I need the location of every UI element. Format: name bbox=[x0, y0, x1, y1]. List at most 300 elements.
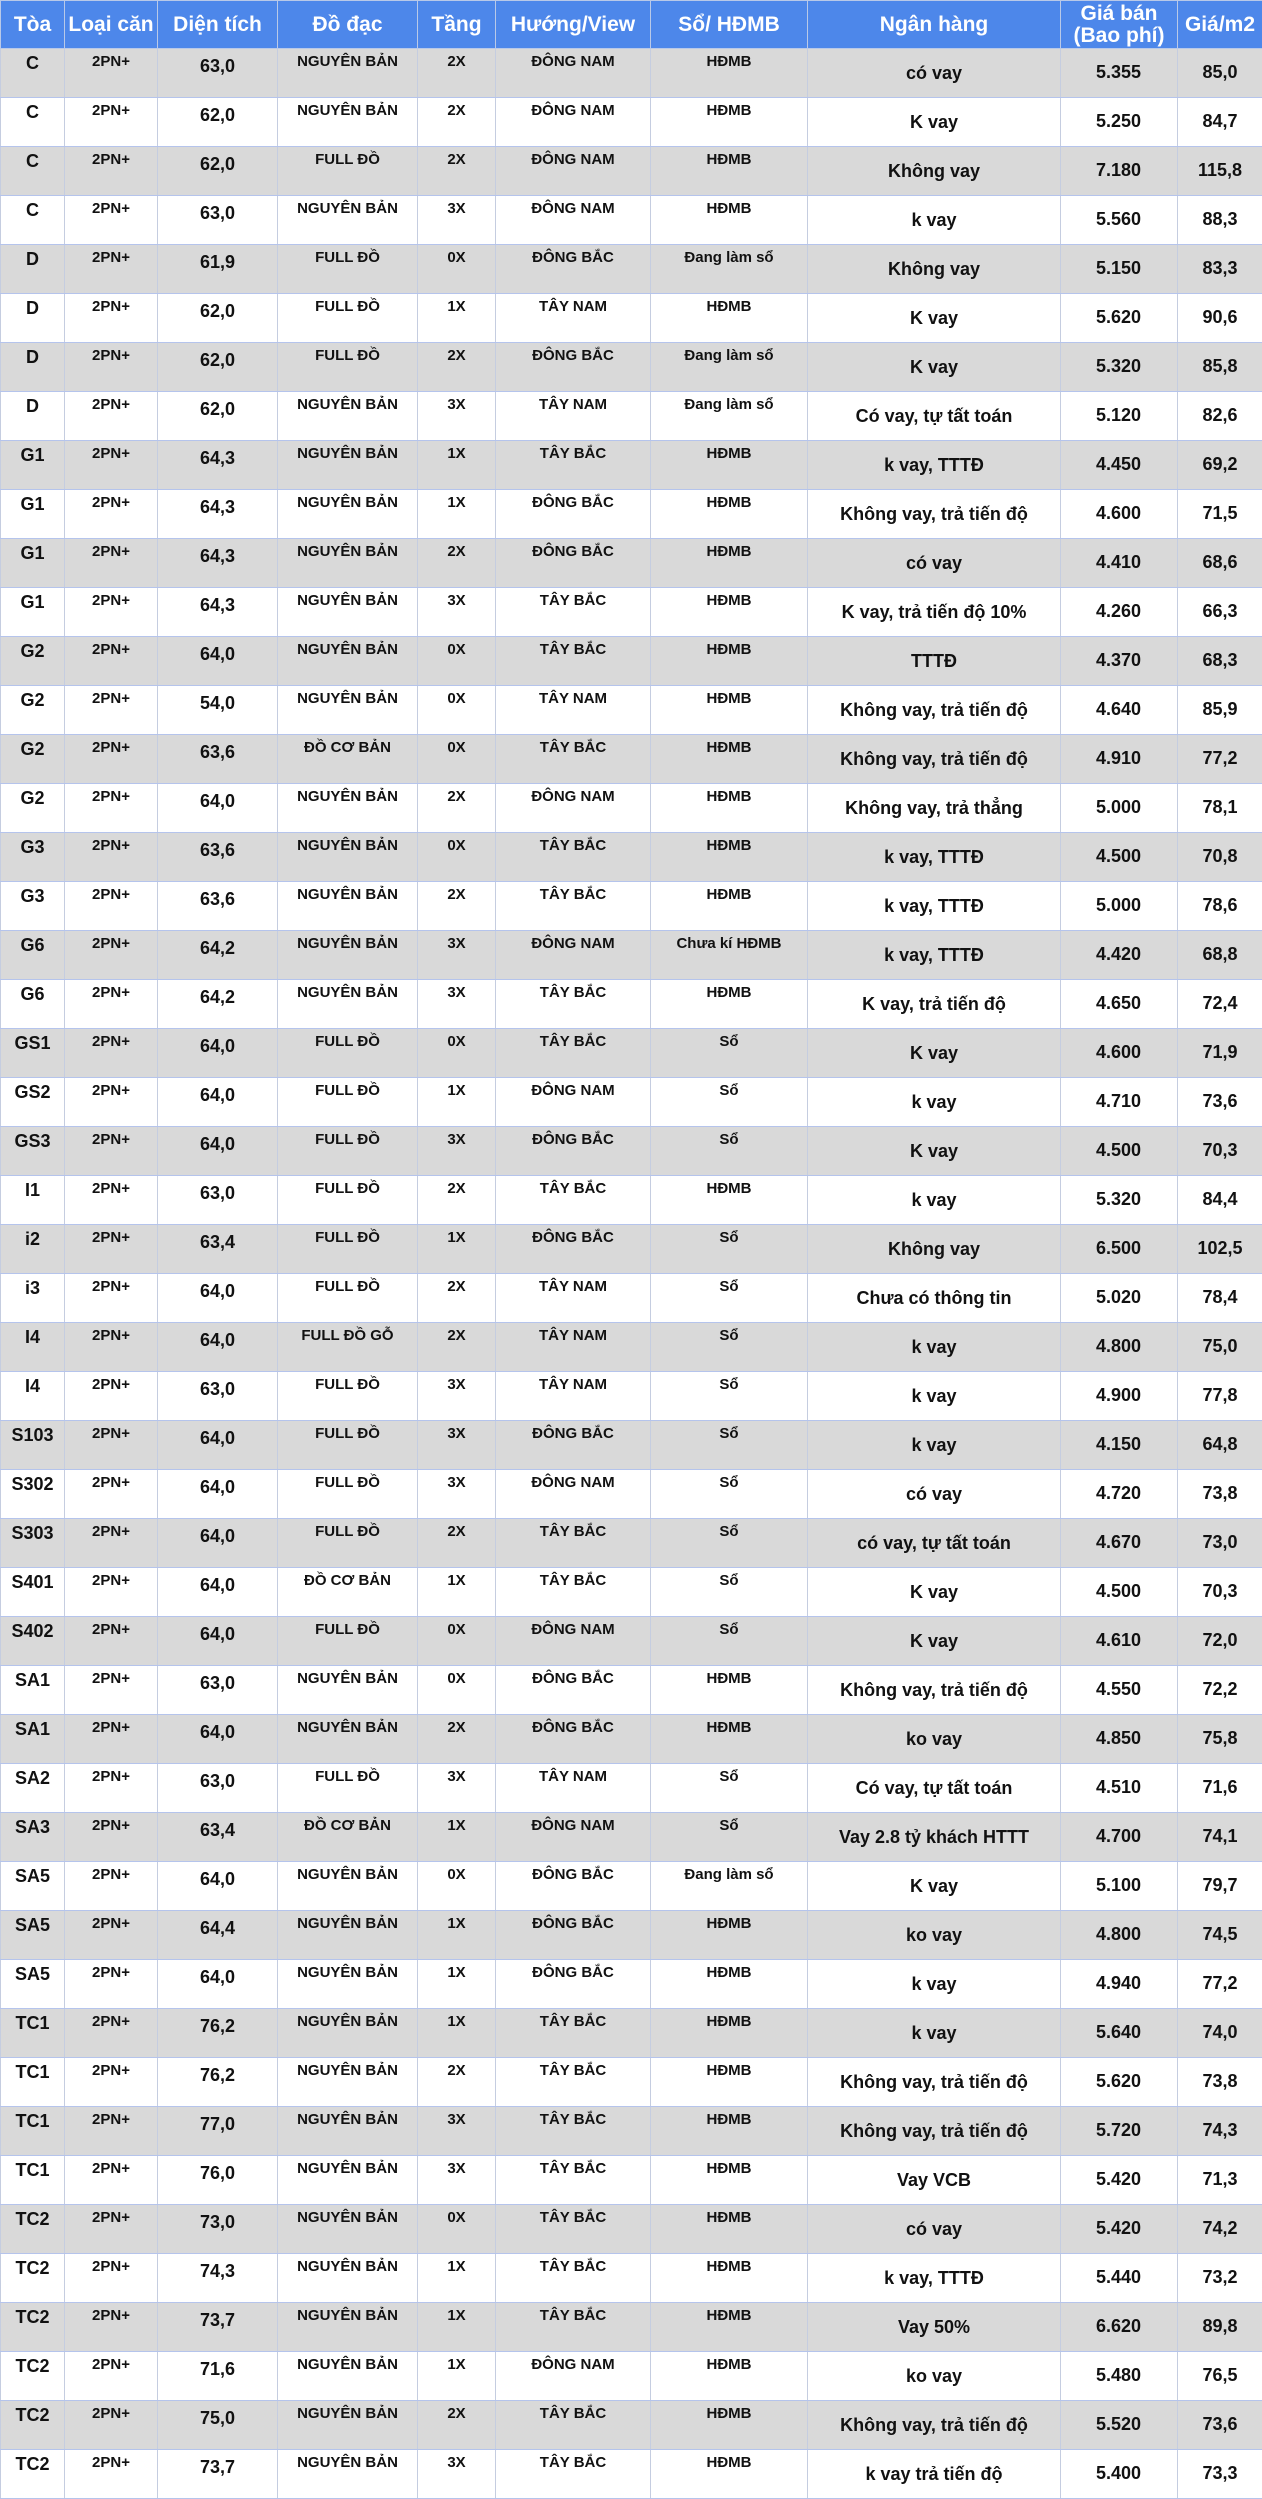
cell-dien-tich: 62,0 bbox=[158, 294, 278, 343]
cell-dien-tich: 64,0 bbox=[158, 1617, 278, 1666]
cell-tang: 0X bbox=[418, 735, 496, 784]
cell-so: HĐMB bbox=[651, 49, 808, 98]
cell-dien-tich: 64,0 bbox=[158, 784, 278, 833]
cell-huong: TÂY BẮC bbox=[496, 2156, 651, 2205]
cell-gia-m2: 102,5 bbox=[1178, 1225, 1262, 1274]
cell-do-dac: NGUYÊN BẢN bbox=[278, 2009, 418, 2058]
cell-loai-can: 2PN+ bbox=[65, 1176, 158, 1225]
cell-ngan-hang: k vay bbox=[808, 2009, 1061, 2058]
cell-loai-can: 2PN+ bbox=[65, 833, 158, 882]
table-row bbox=[1, 1078, 1262, 1127]
cell-so: Sổ bbox=[651, 1519, 808, 1568]
cell-do-dac: NGUYÊN BẢN bbox=[278, 1960, 418, 2009]
cell-dien-tich: 76,0 bbox=[158, 2156, 278, 2205]
cell-loai-can: 2PN+ bbox=[65, 2205, 158, 2254]
cell-toa: G1 bbox=[1, 441, 65, 490]
cell-so: HĐMB bbox=[651, 2107, 808, 2156]
cell-loai-can: 2PN+ bbox=[65, 294, 158, 343]
cell-gia-m2: 82,6 bbox=[1178, 392, 1262, 441]
cell-do-dac: NGUYÊN BẢN bbox=[278, 2205, 418, 2254]
cell-ngan-hang: Vay 50% bbox=[808, 2303, 1061, 2352]
cell-huong: TÂY BẮC bbox=[496, 1519, 651, 1568]
cell-gia-ban: 4.800 bbox=[1061, 1323, 1178, 1372]
cell-huong: TÂY NAM bbox=[496, 686, 651, 735]
cell-tang: 1X bbox=[418, 2254, 496, 2303]
cell-huong: ĐÔNG NAM bbox=[496, 1617, 651, 1666]
cell-gia-m2: 74,2 bbox=[1178, 2205, 1262, 2254]
cell-gia-m2: 77,8 bbox=[1178, 1372, 1262, 1421]
cell-ngan-hang: Không vay bbox=[808, 245, 1061, 294]
table-body bbox=[1, 49, 1262, 2499]
cell-tang: 0X bbox=[418, 1666, 496, 1715]
cell-gia-m2: 73,2 bbox=[1178, 2254, 1262, 2303]
cell-tang: 0X bbox=[418, 1862, 496, 1911]
cell-huong: ĐÔNG NAM bbox=[496, 1813, 651, 1862]
cell-toa: TC2 bbox=[1, 2205, 65, 2254]
cell-gia-ban: 4.600 bbox=[1061, 490, 1178, 539]
cell-ngan-hang: K vay bbox=[808, 294, 1061, 343]
cell-huong: ĐÔNG NAM bbox=[496, 98, 651, 147]
cell-gia-ban: 4.550 bbox=[1061, 1666, 1178, 1715]
cell-gia-ban: 4.940 bbox=[1061, 1960, 1178, 2009]
cell-tang: 1X bbox=[418, 1813, 496, 1862]
cell-tang: 1X bbox=[418, 2352, 496, 2401]
cell-ngan-hang: Không vay, trả tiến độ bbox=[808, 2401, 1061, 2450]
table-row bbox=[1, 931, 1262, 980]
cell-do-dac: FULL ĐỒ bbox=[278, 1274, 418, 1323]
cell-loai-can: 2PN+ bbox=[65, 1764, 158, 1813]
table-row bbox=[1, 1617, 1262, 1666]
table-row bbox=[1, 1029, 1262, 1078]
cell-ngan-hang: k vay trả tiến độ bbox=[808, 2450, 1061, 2499]
cell-gia-ban: 5.560 bbox=[1061, 196, 1178, 245]
cell-ngan-hang: Không vay, trả tiến độ bbox=[808, 2058, 1061, 2107]
cell-so: HĐMB bbox=[651, 2205, 808, 2254]
cell-toa: C bbox=[1, 147, 65, 196]
cell-dien-tich: 63,0 bbox=[158, 196, 278, 245]
table-row bbox=[1, 196, 1262, 245]
table-row bbox=[1, 2254, 1262, 2303]
cell-toa: G3 bbox=[1, 833, 65, 882]
cell-gia-m2: 76,5 bbox=[1178, 2352, 1262, 2401]
cell-huong: TÂY BẮC bbox=[496, 1029, 651, 1078]
cell-do-dac: NGUYÊN BẢN bbox=[278, 196, 418, 245]
cell-ngan-hang: Không vay, trả tiến độ bbox=[808, 490, 1061, 539]
cell-gia-ban: 4.800 bbox=[1061, 1911, 1178, 1960]
cell-tang: 3X bbox=[418, 196, 496, 245]
cell-ngan-hang: Vay 2.8 tỷ khách HTTT bbox=[808, 1813, 1061, 1862]
cell-gia-ban: 5.120 bbox=[1061, 392, 1178, 441]
cell-loai-can: 2PN+ bbox=[65, 1862, 158, 1911]
cell-dien-tich: 61,9 bbox=[158, 245, 278, 294]
cell-dien-tich: 64,0 bbox=[158, 1078, 278, 1127]
cell-tang: 3X bbox=[418, 931, 496, 980]
cell-so: Sổ bbox=[651, 1764, 808, 1813]
cell-do-dac: NGUYÊN BẢN bbox=[278, 98, 418, 147]
cell-loai-can: 2PN+ bbox=[65, 539, 158, 588]
cell-loai-can: 2PN+ bbox=[65, 1813, 158, 1862]
cell-gia-ban: 5.480 bbox=[1061, 2352, 1178, 2401]
cell-loai-can: 2PN+ bbox=[65, 1568, 158, 1617]
cell-dien-tich: 64,2 bbox=[158, 931, 278, 980]
cell-ngan-hang: Không vay, trả tiến độ bbox=[808, 2107, 1061, 2156]
cell-gia-m2: 75,8 bbox=[1178, 1715, 1262, 1764]
cell-do-dac: NGUYÊN BẢN bbox=[278, 980, 418, 1029]
cell-so: Đang làm sổ bbox=[651, 245, 808, 294]
cell-tang: 3X bbox=[418, 392, 496, 441]
cell-so: HĐMB bbox=[651, 833, 808, 882]
cell-so: HĐMB bbox=[651, 686, 808, 735]
cell-loai-can: 2PN+ bbox=[65, 343, 158, 392]
cell-gia-ban: 5.520 bbox=[1061, 2401, 1178, 2450]
cell-gia-ban: 5.420 bbox=[1061, 2205, 1178, 2254]
cell-huong: TÂY BẮC bbox=[496, 1568, 651, 1617]
cell-toa: D bbox=[1, 392, 65, 441]
cell-gia-m2: 84,4 bbox=[1178, 1176, 1262, 1225]
cell-loai-can: 2PN+ bbox=[65, 637, 158, 686]
cell-loai-can: 2PN+ bbox=[65, 490, 158, 539]
table-row bbox=[1, 2450, 1262, 2499]
cell-toa: TC2 bbox=[1, 2352, 65, 2401]
cell-loai-can: 2PN+ bbox=[65, 147, 158, 196]
cell-huong: TÂY BẮC bbox=[496, 2450, 651, 2499]
cell-loai-can: 2PN+ bbox=[65, 2156, 158, 2205]
cell-dien-tich: 64,3 bbox=[158, 588, 278, 637]
gia-ban-line1: Giá bán bbox=[1080, 2, 1157, 25]
cell-gia-m2: 79,7 bbox=[1178, 1862, 1262, 1911]
cell-gia-m2: 69,2 bbox=[1178, 441, 1262, 490]
cell-dien-tich: 63,0 bbox=[158, 1176, 278, 1225]
cell-tang: 0X bbox=[418, 1617, 496, 1666]
cell-huong: TÂY NAM bbox=[496, 1274, 651, 1323]
cell-huong: ĐÔNG BẮC bbox=[496, 1960, 651, 2009]
cell-gia-m2: 73,6 bbox=[1178, 1078, 1262, 1127]
table-row bbox=[1, 2156, 1262, 2205]
cell-huong: ĐÔNG BẮC bbox=[496, 1421, 651, 1470]
cell-tang: 2X bbox=[418, 784, 496, 833]
cell-toa: G1 bbox=[1, 588, 65, 637]
cell-ngan-hang: K vay bbox=[808, 1568, 1061, 1617]
cell-tang: 0X bbox=[418, 245, 496, 294]
cell-toa: S402 bbox=[1, 1617, 65, 1666]
cell-so: Sổ bbox=[651, 1372, 808, 1421]
col-header-dien-tich: Diện tích bbox=[158, 1, 278, 49]
cell-tang: 1X bbox=[418, 441, 496, 490]
cell-gia-ban: 5.320 bbox=[1061, 1176, 1178, 1225]
cell-tang: 2X bbox=[418, 49, 496, 98]
cell-so: HĐMB bbox=[651, 2009, 808, 2058]
cell-loai-can: 2PN+ bbox=[65, 1029, 158, 1078]
cell-ngan-hang: Chưa có thông tin bbox=[808, 1274, 1061, 1323]
cell-do-dac: FULL ĐỒ bbox=[278, 245, 418, 294]
cell-huong: ĐÔNG NAM bbox=[496, 147, 651, 196]
col-header-huong: Hướng/View bbox=[496, 1, 651, 49]
cell-gia-ban: 4.640 bbox=[1061, 686, 1178, 735]
cell-so: HĐMB bbox=[651, 294, 808, 343]
cell-tang: 3X bbox=[418, 980, 496, 1029]
cell-gia-m2: 68,3 bbox=[1178, 637, 1262, 686]
cell-dien-tich: 63,0 bbox=[158, 1372, 278, 1421]
table-row bbox=[1, 784, 1262, 833]
cell-ngan-hang: k vay, TTTĐ bbox=[808, 882, 1061, 931]
cell-ngan-hang: k vay bbox=[808, 1960, 1061, 2009]
cell-dien-tich: 63,6 bbox=[158, 882, 278, 931]
cell-ngan-hang: k vay bbox=[808, 1176, 1061, 1225]
cell-gia-m2: 70,3 bbox=[1178, 1568, 1262, 1617]
cell-do-dac: FULL ĐỒ bbox=[278, 1176, 418, 1225]
cell-gia-ban: 4.700 bbox=[1061, 1813, 1178, 1862]
cell-gia-ban: 5.420 bbox=[1061, 2156, 1178, 2205]
cell-loai-can: 2PN+ bbox=[65, 1960, 158, 2009]
cell-ngan-hang: có vay bbox=[808, 49, 1061, 98]
table-row bbox=[1, 2303, 1262, 2352]
cell-tang: 3X bbox=[418, 1421, 496, 1470]
cell-loai-can: 2PN+ bbox=[65, 2450, 158, 2499]
cell-dien-tich: 64,0 bbox=[158, 1029, 278, 1078]
cell-do-dac: NGUYÊN BẢN bbox=[278, 2058, 418, 2107]
cell-loai-can: 2PN+ bbox=[65, 1127, 158, 1176]
cell-huong: ĐÔNG NAM bbox=[496, 49, 651, 98]
cell-gia-ban: 4.650 bbox=[1061, 980, 1178, 1029]
cell-dien-tich: 64,3 bbox=[158, 441, 278, 490]
cell-toa: TC2 bbox=[1, 2401, 65, 2450]
cell-gia-ban: 6.500 bbox=[1061, 1225, 1178, 1274]
cell-gia-ban: 5.100 bbox=[1061, 1862, 1178, 1911]
cell-toa: S401 bbox=[1, 1568, 65, 1617]
cell-gia-ban: 5.620 bbox=[1061, 294, 1178, 343]
cell-huong: ĐÔNG BẮC bbox=[496, 245, 651, 294]
cell-toa: C bbox=[1, 49, 65, 98]
table-row bbox=[1, 1127, 1262, 1176]
cell-huong: TÂY BẮC bbox=[496, 2009, 651, 2058]
cell-huong: TÂY BẮC bbox=[496, 2303, 651, 2352]
cell-do-dac: FULL ĐỒ bbox=[278, 1372, 418, 1421]
cell-do-dac: NGUYÊN BẢN bbox=[278, 2254, 418, 2303]
cell-do-dac: FULL ĐỒ bbox=[278, 1421, 418, 1470]
cell-huong: ĐÔNG NAM bbox=[496, 784, 651, 833]
cell-dien-tich: 62,0 bbox=[158, 147, 278, 196]
table-row bbox=[1, 1862, 1262, 1911]
cell-loai-can: 2PN+ bbox=[65, 1470, 158, 1519]
cell-do-dac: NGUYÊN BẢN bbox=[278, 2352, 418, 2401]
cell-do-dac: FULL ĐỒ bbox=[278, 147, 418, 196]
cell-dien-tich: 64,0 bbox=[158, 637, 278, 686]
cell-so: HĐMB bbox=[651, 1911, 808, 1960]
cell-loai-can: 2PN+ bbox=[65, 392, 158, 441]
cell-so: HĐMB bbox=[651, 441, 808, 490]
cell-do-dac: NGUYÊN BẢN bbox=[278, 588, 418, 637]
cell-tang: 0X bbox=[418, 833, 496, 882]
cell-so: HĐMB bbox=[651, 1176, 808, 1225]
cell-gia-ban: 4.500 bbox=[1061, 1568, 1178, 1617]
cell-so: Sổ bbox=[651, 1617, 808, 1666]
cell-do-dac: NGUYÊN BẢN bbox=[278, 1666, 418, 1715]
cell-so: HĐMB bbox=[651, 980, 808, 1029]
cell-gia-m2: 83,3 bbox=[1178, 245, 1262, 294]
cell-huong: TÂY BẮC bbox=[496, 2205, 651, 2254]
cell-dien-tich: 71,6 bbox=[158, 2352, 278, 2401]
cell-gia-ban: 4.710 bbox=[1061, 1078, 1178, 1127]
cell-loai-can: 2PN+ bbox=[65, 196, 158, 245]
cell-huong: TÂY NAM bbox=[496, 1764, 651, 1813]
cell-gia-m2: 78,1 bbox=[1178, 784, 1262, 833]
cell-tang: 1X bbox=[418, 294, 496, 343]
cell-toa: SA5 bbox=[1, 1911, 65, 1960]
cell-gia-ban: 4.410 bbox=[1061, 539, 1178, 588]
cell-tang: 3X bbox=[418, 1127, 496, 1176]
table-row bbox=[1, 392, 1262, 441]
cell-so: HĐMB bbox=[651, 2156, 808, 2205]
cell-dien-tich: 64,0 bbox=[158, 1323, 278, 1372]
cell-do-dac: NGUYÊN BẢN bbox=[278, 539, 418, 588]
cell-gia-m2: 88,3 bbox=[1178, 196, 1262, 245]
cell-so: HĐMB bbox=[651, 2058, 808, 2107]
cell-huong: ĐÔNG BẮC bbox=[496, 343, 651, 392]
cell-gia-m2: 85,0 bbox=[1178, 49, 1262, 98]
cell-dien-tich: 64,3 bbox=[158, 539, 278, 588]
cell-so: HĐMB bbox=[651, 2303, 808, 2352]
cell-dien-tich: 77,0 bbox=[158, 2107, 278, 2156]
cell-tang: 2X bbox=[418, 882, 496, 931]
cell-huong: TÂY BẮC bbox=[496, 2058, 651, 2107]
cell-tang: 1X bbox=[418, 1911, 496, 1960]
cell-gia-ban: 5.000 bbox=[1061, 882, 1178, 931]
cell-loai-can: 2PN+ bbox=[65, 1274, 158, 1323]
cell-gia-ban: 5.000 bbox=[1061, 784, 1178, 833]
cell-gia-m2: 74,0 bbox=[1178, 2009, 1262, 2058]
cell-ngan-hang: K vay bbox=[808, 343, 1061, 392]
cell-loai-can: 2PN+ bbox=[65, 49, 158, 98]
cell-loai-can: 2PN+ bbox=[65, 1323, 158, 1372]
cell-huong: ĐÔNG BẮC bbox=[496, 1911, 651, 1960]
cell-gia-m2: 77,2 bbox=[1178, 735, 1262, 784]
cell-so: HĐMB bbox=[651, 196, 808, 245]
cell-so: HĐMB bbox=[651, 784, 808, 833]
table-row bbox=[1, 882, 1262, 931]
cell-so: HĐMB bbox=[651, 98, 808, 147]
cell-so: HĐMB bbox=[651, 882, 808, 931]
cell-ngan-hang: K vay bbox=[808, 1127, 1061, 1176]
cell-do-dac: ĐỒ CƠ BẢN bbox=[278, 1813, 418, 1862]
cell-tang: 2X bbox=[418, 1715, 496, 1764]
cell-huong: TÂY NAM bbox=[496, 294, 651, 343]
cell-tang: 2X bbox=[418, 1323, 496, 1372]
cell-dien-tich: 73,7 bbox=[158, 2450, 278, 2499]
cell-tang: 3X bbox=[418, 2450, 496, 2499]
cell-gia-ban: 5.150 bbox=[1061, 245, 1178, 294]
cell-tang: 3X bbox=[418, 1372, 496, 1421]
table-row bbox=[1, 1372, 1262, 1421]
cell-gia-m2: 84,7 bbox=[1178, 98, 1262, 147]
cell-do-dac: NGUYÊN BẢN bbox=[278, 392, 418, 441]
table-row bbox=[1, 49, 1262, 98]
cell-huong: ĐÔNG BẮC bbox=[496, 1225, 651, 1274]
cell-gia-m2: 77,2 bbox=[1178, 1960, 1262, 2009]
cell-huong: ĐÔNG NAM bbox=[496, 196, 651, 245]
cell-gia-m2: 90,6 bbox=[1178, 294, 1262, 343]
cell-ngan-hang: ko vay bbox=[808, 1715, 1061, 1764]
cell-loai-can: 2PN+ bbox=[65, 1421, 158, 1470]
cell-gia-m2: 70,3 bbox=[1178, 1127, 1262, 1176]
cell-huong: TÂY BẮC bbox=[496, 882, 651, 931]
cell-toa: GS3 bbox=[1, 1127, 65, 1176]
cell-gia-m2: 66,3 bbox=[1178, 588, 1262, 637]
cell-toa: TC2 bbox=[1, 2254, 65, 2303]
cell-do-dac: NGUYÊN BẢN bbox=[278, 1911, 418, 1960]
cell-ngan-hang: Có vay, tự tất toán bbox=[808, 392, 1061, 441]
cell-gia-ban: 5.640 bbox=[1061, 2009, 1178, 2058]
cell-tang: 3X bbox=[418, 588, 496, 637]
cell-toa: G6 bbox=[1, 931, 65, 980]
cell-ngan-hang: k vay bbox=[808, 1078, 1061, 1127]
cell-loai-can: 2PN+ bbox=[65, 882, 158, 931]
cell-do-dac: NGUYÊN BẢN bbox=[278, 2303, 418, 2352]
cell-huong: ĐÔNG BẮC bbox=[496, 490, 651, 539]
cell-gia-m2: 72,4 bbox=[1178, 980, 1262, 1029]
cell-do-dac: NGUYÊN BẢN bbox=[278, 1862, 418, 1911]
cell-gia-ban: 4.370 bbox=[1061, 637, 1178, 686]
cell-gia-m2: 85,9 bbox=[1178, 686, 1262, 735]
cell-toa: TC1 bbox=[1, 2058, 65, 2107]
cell-do-dac: FULL ĐỒ bbox=[278, 1127, 418, 1176]
cell-do-dac: NGUYÊN BẢN bbox=[278, 2401, 418, 2450]
cell-loai-can: 2PN+ bbox=[65, 2107, 158, 2156]
cell-gia-ban: 4.510 bbox=[1061, 1764, 1178, 1813]
cell-huong: TÂY NAM bbox=[496, 392, 651, 441]
cell-dien-tich: 64,0 bbox=[158, 1127, 278, 1176]
cell-loai-can: 2PN+ bbox=[65, 245, 158, 294]
cell-ngan-hang: có vay bbox=[808, 2205, 1061, 2254]
cell-gia-ban: 5.250 bbox=[1061, 98, 1178, 147]
cell-dien-tich: 62,0 bbox=[158, 98, 278, 147]
cell-gia-ban: 4.450 bbox=[1061, 441, 1178, 490]
cell-gia-m2: 64,8 bbox=[1178, 1421, 1262, 1470]
cell-do-dac: FULL ĐỒ GỖ bbox=[278, 1323, 418, 1372]
cell-so: HĐMB bbox=[651, 539, 808, 588]
cell-huong: TÂY BẮC bbox=[496, 2254, 651, 2303]
cell-toa: i3 bbox=[1, 1274, 65, 1323]
cell-toa: TC1 bbox=[1, 2107, 65, 2156]
cell-so: HĐMB bbox=[651, 2401, 808, 2450]
cell-so: Đang làm sổ bbox=[651, 1862, 808, 1911]
table-row bbox=[1, 1715, 1262, 1764]
cell-gia-ban: 4.260 bbox=[1061, 588, 1178, 637]
cell-loai-can: 2PN+ bbox=[65, 2058, 158, 2107]
cell-ngan-hang: Có vay, tự tất toán bbox=[808, 1764, 1061, 1813]
cell-ngan-hang: k vay bbox=[808, 1372, 1061, 1421]
cell-toa: I4 bbox=[1, 1323, 65, 1372]
table-row bbox=[1, 539, 1262, 588]
cell-dien-tich: 64,0 bbox=[158, 1715, 278, 1764]
cell-so: HĐMB bbox=[651, 490, 808, 539]
cell-ngan-hang: K vay bbox=[808, 1862, 1061, 1911]
cell-so: Đang làm sổ bbox=[651, 343, 808, 392]
cell-ngan-hang: k vay, TTTĐ bbox=[808, 2254, 1061, 2303]
cell-gia-m2: 73,0 bbox=[1178, 1519, 1262, 1568]
cell-gia-ban: 5.620 bbox=[1061, 2058, 1178, 2107]
table-row bbox=[1, 1421, 1262, 1470]
cell-toa: S302 bbox=[1, 1470, 65, 1519]
cell-gia-m2: 71,6 bbox=[1178, 1764, 1262, 1813]
cell-so: Sổ bbox=[651, 1470, 808, 1519]
cell-loai-can: 2PN+ bbox=[65, 1911, 158, 1960]
cell-do-dac: NGUYÊN BẢN bbox=[278, 2450, 418, 2499]
cell-loai-can: 2PN+ bbox=[65, 98, 158, 147]
cell-dien-tich: 64,0 bbox=[158, 1568, 278, 1617]
cell-loai-can: 2PN+ bbox=[65, 735, 158, 784]
cell-loai-can: 2PN+ bbox=[65, 1372, 158, 1421]
cell-gia-m2: 73,8 bbox=[1178, 2058, 1262, 2107]
